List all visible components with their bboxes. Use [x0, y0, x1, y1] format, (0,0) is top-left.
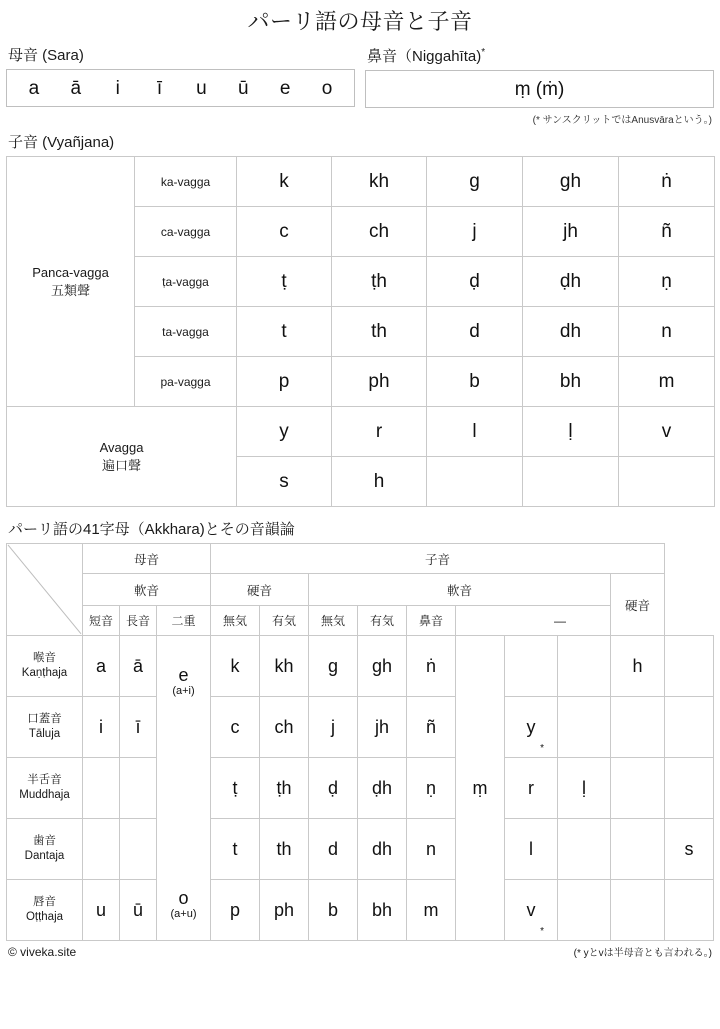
- niggahita-note: (* サンスクリットではAnusvāraという。): [532, 115, 712, 127]
- vowel-item: e: [279, 77, 291, 99]
- vowel-item: o: [321, 77, 333, 99]
- cell-unaspirated-hard: t: [211, 819, 260, 880]
- consonant-cell: n: [619, 307, 715, 357]
- group-name-jp: 五類聲: [50, 282, 90, 298]
- row-label-jp: 口蓋音: [27, 713, 62, 726]
- consonant-cell: gh: [523, 157, 619, 207]
- diphthong-o-formula: (a+u): [170, 908, 197, 921]
- row-label-pali: Dantaja: [24, 850, 65, 863]
- consonant-cell: l: [427, 407, 523, 457]
- cell-aspirated-soft: dh: [358, 819, 407, 880]
- cell-other-3: [611, 880, 665, 941]
- consonant-cell: r: [332, 407, 427, 457]
- copyright-text: © viveka.site: [8, 945, 77, 960]
- cell-unaspirated-hard: ṭ: [211, 758, 260, 819]
- cell-long-vowel: [120, 758, 157, 819]
- vowel-item: a: [28, 77, 40, 99]
- cell-aspirated-soft: jh: [358, 697, 407, 758]
- cell-other-2: [558, 819, 611, 880]
- row-label-muddhaja: [7, 758, 83, 819]
- akkhara-table: [6, 543, 714, 941]
- consonant-cell: ṭh: [332, 257, 427, 307]
- cell-other-3: [611, 697, 665, 758]
- header-aspirated-hard: 有気: [260, 606, 309, 636]
- vagga-label: ta-vagga: [135, 307, 237, 357]
- consonant-cell: t: [237, 307, 332, 357]
- cell-unaspirated-soft: g: [309, 636, 358, 697]
- table-header-row-3: [7, 606, 714, 636]
- niggahita-star: *: [481, 47, 486, 59]
- row-label-pali: Tāluja: [28, 728, 61, 741]
- vowel-item: ū: [238, 77, 249, 99]
- table-row: [7, 636, 714, 697]
- cell-aspirated-soft: gh: [358, 636, 407, 697]
- header-soft-vowel: 軟音: [83, 574, 211, 606]
- header-diphthong: 二重: [157, 606, 211, 636]
- group-name: Panca-vagga: [32, 265, 109, 281]
- header-other: —: [456, 606, 665, 636]
- consonant-group-panca: [7, 157, 135, 407]
- cell-long-vowel: [120, 819, 157, 880]
- cell-other-1: [505, 636, 558, 697]
- consonant-cell: m: [619, 357, 715, 407]
- cell-unaspirated-soft: j: [309, 697, 358, 758]
- niggahita-value: ṃ (ṁ): [514, 78, 565, 100]
- vagga-label: ṭa-vagga: [135, 257, 237, 307]
- vowel-item: i: [115, 77, 120, 99]
- cell-nasal: ñ: [407, 697, 456, 758]
- vowel-niggahita-row: [6, 47, 714, 126]
- cell-nasal: n: [407, 819, 456, 880]
- table-row: [7, 697, 714, 758]
- cell-other-1-star: *: [540, 926, 544, 938]
- consonant-cell: g: [427, 157, 523, 207]
- header-group-consonant: 子音: [211, 544, 665, 574]
- table-header-row-1: [7, 544, 714, 574]
- cell-other-1-letter: y: [526, 716, 536, 737]
- consonant-cell: j: [427, 207, 523, 257]
- cell-other-2: [558, 636, 611, 697]
- consonant-cell: s: [237, 457, 332, 507]
- consonant-cell: ṭ: [237, 257, 332, 307]
- row-label-dantaja: [7, 819, 83, 880]
- consonant-cell: ch: [332, 207, 427, 257]
- vagga-label: ka-vagga: [135, 157, 237, 207]
- cell-other-1: [505, 758, 558, 819]
- cell-aspirated-hard: kh: [260, 636, 309, 697]
- table-header-row-2: [7, 574, 714, 606]
- niggahita-box: [365, 70, 714, 108]
- cell-hard: [665, 758, 714, 819]
- cell-other-3: [611, 758, 665, 819]
- header-unaspirated-soft: 無気: [309, 606, 358, 636]
- cell-unaspirated-hard: k: [211, 636, 260, 697]
- vowel-item: ī: [156, 77, 163, 99]
- corner-diagonal-cell: [7, 544, 83, 636]
- consonant-cell: h: [332, 457, 427, 507]
- row-label-jp: 唇音: [33, 896, 56, 909]
- table-row: [7, 758, 714, 819]
- vowel-section-label: 母音 (Sara): [8, 47, 84, 65]
- header-hard-1: 硬音: [211, 574, 309, 606]
- footnote-text: (* yとvは半母音とも言われる。): [573, 948, 712, 960]
- cell-other-1-letter: v: [526, 899, 536, 920]
- cell-other-1: [505, 819, 558, 880]
- cell-unaspirated-soft: ḍ: [309, 758, 358, 819]
- consonant-table: [6, 156, 715, 507]
- consonant-cell: ph: [332, 357, 427, 407]
- consonant-cell: ḍ: [427, 257, 523, 307]
- diagonal-line-icon: [7, 544, 82, 635]
- group-name: Avagga: [99, 440, 144, 456]
- consonant-cell: c: [237, 207, 332, 257]
- cell-aspirated-hard: ph: [260, 880, 309, 941]
- consonant-cell: kh: [332, 157, 427, 207]
- header-group-vowel: 母音: [83, 544, 211, 574]
- cell-hard: [665, 880, 714, 941]
- cell-short-vowel: a: [83, 636, 120, 697]
- akkhara-section-title: パーリ語の41字母（Akkhara)とその音韻論: [8, 521, 295, 539]
- consonant-cell: [619, 457, 715, 507]
- consonant-cell: ṅ: [619, 157, 715, 207]
- cell-aspirated-hard: ṭh: [260, 758, 309, 819]
- header-soft-consonant: 軟音: [309, 574, 611, 606]
- consonant-cell: b: [427, 357, 523, 407]
- page-footer: [6, 944, 714, 959]
- niggahita-label-text: 鼻音（Niggahīta): [367, 48, 482, 66]
- group-name-jp: 遍口聲: [101, 457, 141, 473]
- consonant-cell: th: [332, 307, 427, 357]
- cell-hard: [665, 636, 714, 697]
- table-row: [7, 407, 715, 457]
- cell-aspirated-soft: ḍh: [358, 758, 407, 819]
- cell-other-2: [558, 880, 611, 941]
- header-nasal: 鼻音: [407, 606, 456, 636]
- cell-aspirated-hard: th: [260, 819, 309, 880]
- cell-unaspirated-soft: d: [309, 819, 358, 880]
- cell-anusvara: ṃ: [456, 636, 505, 941]
- vagga-label: ca-vagga: [135, 207, 237, 257]
- consonant-cell: p: [237, 357, 332, 407]
- row-label-pali: Oṭṭhaja: [25, 911, 64, 924]
- header-unaspirated-hard: 無気: [211, 606, 260, 636]
- niggahita-section: [365, 47, 714, 126]
- cell-other-3: h: [611, 636, 665, 697]
- cell-diphthongs: [157, 636, 211, 941]
- consonant-cell: bh: [523, 357, 619, 407]
- cell-hard: s: [665, 819, 714, 880]
- consonant-cell: dh: [523, 307, 619, 357]
- cell-other-1-letter: l: [529, 838, 533, 859]
- row-label-jp: 半舌音: [27, 774, 62, 787]
- consonant-cell: [523, 457, 619, 507]
- cell-hard: [665, 697, 714, 758]
- cell-aspirated-soft: bh: [358, 880, 407, 941]
- cell-other-2: ḷ: [558, 758, 611, 819]
- header-aspirated-soft: 有気: [358, 606, 407, 636]
- cell-other-1-letter: r: [528, 777, 534, 798]
- cell-nasal: m: [407, 880, 456, 941]
- cell-unaspirated-soft: b: [309, 880, 358, 941]
- diphthong-e: [157, 666, 210, 697]
- cell-nasal: ṇ: [407, 758, 456, 819]
- vowel-box: [6, 69, 355, 107]
- consonant-cell: y: [237, 407, 332, 457]
- cell-long-vowel: ū: [120, 880, 157, 941]
- consonant-cell: d: [427, 307, 523, 357]
- cell-aspirated-hard: ch: [260, 697, 309, 758]
- consonant-cell: ñ: [619, 207, 715, 257]
- row-label-otthaja: [7, 880, 83, 941]
- cell-long-vowel: ā: [120, 636, 157, 697]
- vowel-item: u: [196, 77, 207, 99]
- table-row: [7, 157, 715, 207]
- consonant-section-label: 子音 (Vyañjana): [8, 134, 115, 152]
- vowel-item: ā: [70, 77, 82, 99]
- row-label-pali: Muddhaja: [19, 789, 70, 802]
- diphthong-o-letter: o: [178, 888, 189, 909]
- cell-other-2: [558, 697, 611, 758]
- row-label-kanthaja: [7, 636, 83, 697]
- vowel-section: [6, 47, 355, 107]
- consonant-cell: ḍh: [523, 257, 619, 307]
- cell-short-vowel: [83, 758, 120, 819]
- row-label-jp: 喉音: [33, 652, 56, 665]
- consonant-group-avagga: [7, 407, 237, 507]
- cell-other-3: [611, 819, 665, 880]
- consonant-cell: jh: [523, 207, 619, 257]
- diphthong-o: [157, 889, 210, 920]
- diphthong-e-formula: (a+i): [172, 685, 195, 698]
- table-row: [7, 819, 714, 880]
- consonant-cell: v: [619, 407, 715, 457]
- row-label-taluja: [7, 697, 83, 758]
- cell-short-vowel: u: [83, 880, 120, 941]
- cell-unaspirated-hard: p: [211, 880, 260, 941]
- table-row: [7, 880, 714, 941]
- page-title: パーリ語の母音と子音: [247, 9, 473, 34]
- cell-short-vowel: i: [83, 697, 120, 758]
- cell-short-vowel: [83, 819, 120, 880]
- vowel-list: [7, 79, 354, 98]
- cell-other-1-star: *: [540, 743, 544, 755]
- header-hard-2: 硬音: [611, 574, 665, 636]
- cell-unaspirated-hard: c: [211, 697, 260, 758]
- vagga-label: pa-vagga: [135, 357, 237, 407]
- cell-nasal: ṅ: [407, 636, 456, 697]
- page-root: [0, 9, 720, 1029]
- row-label-jp: 歯音: [33, 835, 56, 848]
- diphthong-e-letter: e: [178, 665, 189, 686]
- consonant-cell: k: [237, 157, 332, 207]
- consonant-cell: ṇ: [619, 257, 715, 307]
- header-long-vowel: 長音: [120, 606, 157, 636]
- consonant-cell: ḷ: [523, 407, 619, 457]
- cell-long-vowel: ī: [120, 697, 157, 758]
- header-short-vowel: 短音: [83, 606, 120, 636]
- cell-other-1: [505, 880, 558, 941]
- niggahita-section-label: [367, 47, 714, 66]
- consonant-cell: [427, 457, 523, 507]
- row-label-pali: Kaṇṭhaja: [21, 667, 68, 680]
- cell-other-1: [505, 697, 558, 758]
